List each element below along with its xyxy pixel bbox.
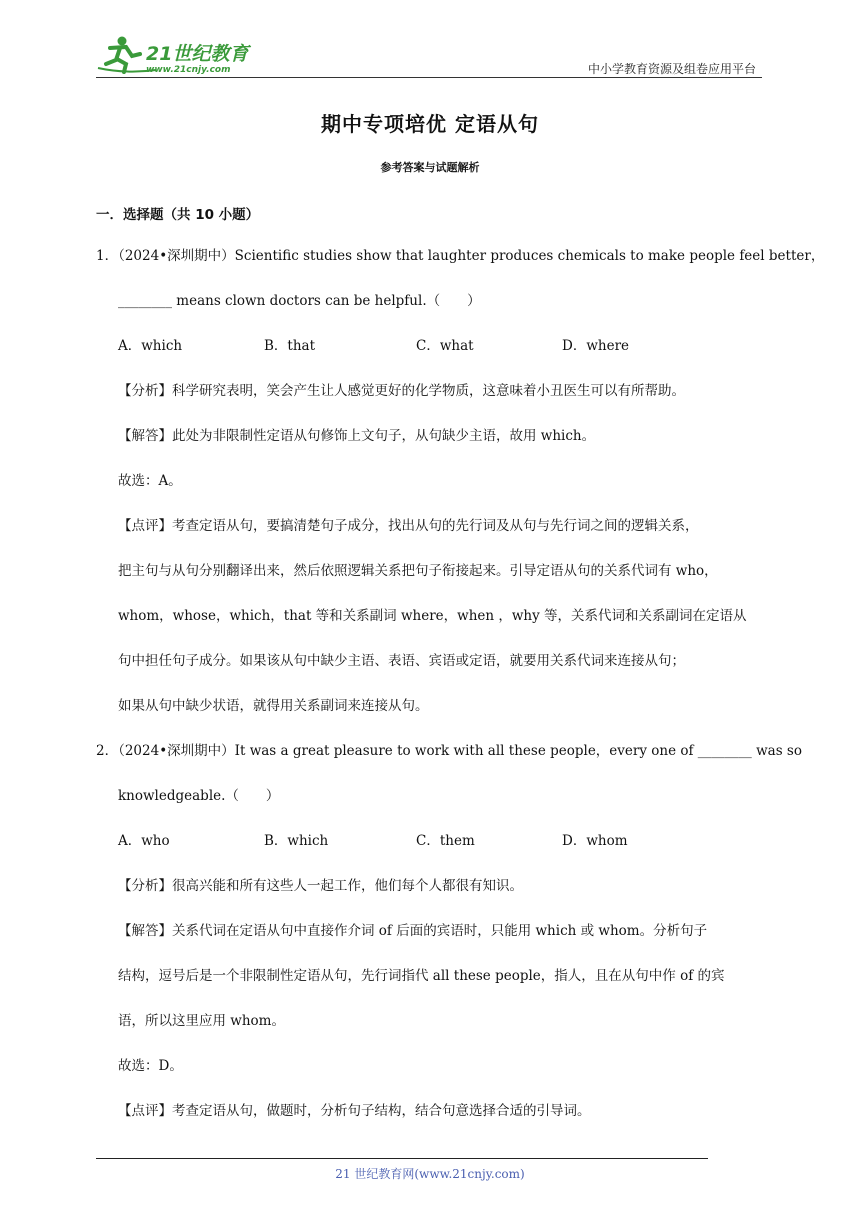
comment-line: 【点评】考查定语从句，要搞清楚句子成分，找出从句的先行词及从句与先行词之间的逻辑关系， [118, 518, 699, 534]
option-c[interactable]: C．what [416, 338, 474, 354]
page-subtitle: 参考答案与试题解析 [380, 161, 480, 174]
answer-line: 【解答】此处为非限制性定语从句修饰上文句子，从句缺少主语，故用 which。 [118, 428, 596, 444]
option-c[interactable]: C．them [416, 833, 475, 849]
section-heading: 一．选择题（共 10 小题） [96, 207, 260, 223]
analysis-line: 【分析】科学研究表明，笑会产生让人感觉更好的化学物质，这意味着小丑医生可以有所帮助。 [118, 383, 685, 399]
option-d[interactable]: D．where [562, 338, 630, 354]
header-divider [96, 77, 762, 78]
option-b[interactable]: B．which [264, 833, 329, 849]
comment-line: 如果从句中缺少状语，就得用关系副词来连接从句。 [118, 698, 429, 714]
question-stem-line: knowledgeable.（ ） [118, 788, 280, 804]
question-stem-line: 2．（2024•深圳期中）It was a great pleasure to work with all these people，every one of ________ was so [96, 743, 802, 759]
option-b[interactable]: B．that [264, 338, 316, 354]
comment-line: 【点评】考查定语从句，做题时，分析句子结构，结合句意选择合适的引导词。 [118, 1103, 591, 1119]
logo-url: www.21cnjy.com [146, 65, 231, 75]
analysis-line: 【分析】很高兴能和所有这些人一起工作，他们每个人都很有知识。 [118, 878, 523, 894]
footer-link[interactable]: 21 世纪教育网(www.21cnjy.com) [335, 1167, 525, 1181]
question-stem-line: 1．（2024•深圳期中）Scientific studies show that laughter produces chemicals to make people feel better， [96, 248, 825, 264]
platform-label: 中小学教育资源及组卷应用平台 [587, 62, 756, 76]
answer-line: 结构，逗号后是一个非限制性定语从句，先行词指代 all these people，指人，且在从句中作 of 的宾 [118, 968, 725, 984]
site-logo[interactable] [96, 34, 261, 76]
comment-line: whom，whose，which，that 等和关系副词 where，when ，why 等，关系代词和关系副词在定语从 [118, 608, 747, 624]
option-d[interactable]: D．whom [562, 833, 628, 849]
answer-line: 语，所以这里应用 whom。 [118, 1013, 285, 1029]
option-a[interactable]: A．which [118, 338, 183, 354]
choice-line: 故选：A。 [118, 473, 182, 489]
comment-line: 把主句与从句分别翻译出来，然后依照逻辑关系把句子衔接起来。引导定语从句的关系代词有 who， [118, 563, 718, 579]
choice-line: 故选：D。 [118, 1058, 183, 1074]
page-title: 期中专项培优 定语从句 [321, 112, 539, 136]
page-header [96, 30, 762, 78]
runner-logo-icon [96, 34, 261, 76]
question-stem-line: ________ means clown doctors can be helpful.（ ） [118, 293, 481, 309]
logo-text: 21世纪教育 [146, 43, 249, 65]
comment-line: 句中担任句子成分。如果该从句中缺少主语、表语、宾语或定语，就要用关系代词来连接从句； [118, 653, 685, 669]
option-a[interactable]: A．who [118, 833, 170, 849]
footer-divider [96, 1158, 708, 1159]
answer-line: 【解答】关系代词在定语从句中直接作介词 of 后面的宾语时，只能用 which 或 whom。分析句子 [118, 923, 708, 939]
